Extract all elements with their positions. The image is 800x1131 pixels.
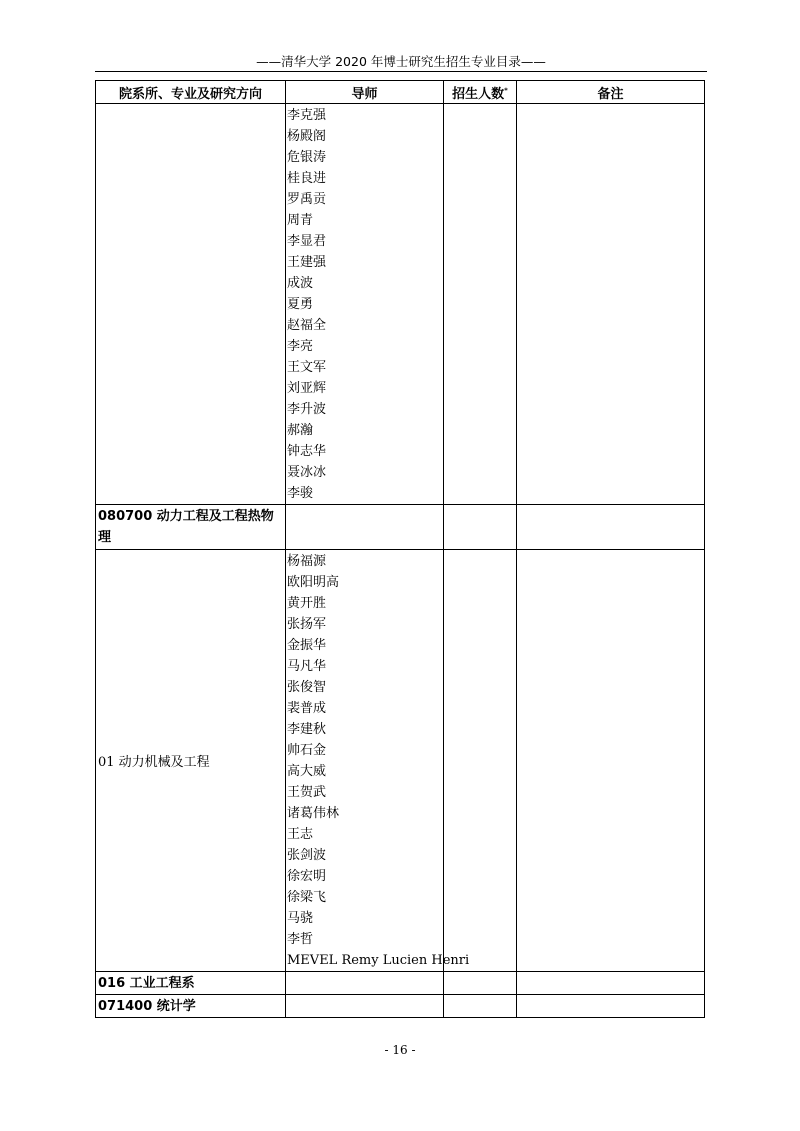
major-cell [96, 995, 286, 1018]
advisor-name: 张俊智 [287, 680, 327, 695]
advisor-name: 李升波 [287, 402, 327, 417]
direction-name: 01 动力机械及工程 [98, 755, 210, 770]
enroll-cell [444, 972, 517, 995]
enroll-cell [444, 550, 517, 972]
advisor-name: MEVEL Remy Lucien Henri [287, 953, 470, 968]
catalog-table [95, 80, 705, 1018]
advisor-name: 欧阳明高 [287, 575, 340, 590]
advisor-name: 李哲 [287, 932, 314, 947]
remarks-cell [517, 972, 705, 995]
advisor-name: 王建强 [287, 255, 327, 270]
advisor-name: 赵福全 [287, 318, 327, 333]
advisor-name: 高大威 [287, 764, 327, 779]
remarks-cell [517, 104, 705, 505]
col-header-advisor: 导师 [286, 81, 444, 104]
advisor-name: 聂冰冰 [287, 465, 327, 480]
advisor-name: 杨福源 [287, 554, 327, 569]
advisor-name: 李建秋 [287, 722, 327, 737]
advisor-cell [286, 505, 444, 550]
table-row-major-071400 [96, 995, 705, 1018]
advisor-name: 帅石金 [287, 743, 327, 758]
header-rule [95, 71, 707, 72]
advisor-name: 危银涛 [287, 150, 327, 165]
advisor-cell [286, 972, 444, 995]
advisor-name: 杨殿阁 [287, 129, 327, 144]
advisor-name: 裴普成 [287, 701, 327, 716]
advisor-name: 王贺武 [287, 785, 327, 800]
advisor-name: 李克强 [287, 108, 327, 123]
advisor-name: 徐宏明 [287, 869, 327, 884]
direction-cell [96, 550, 286, 972]
advisor-cell [286, 995, 444, 1018]
advisor-list [286, 550, 470, 971]
enroll-note-mark: * [504, 86, 508, 95]
table-row-major-080700 [96, 505, 705, 550]
col-header-dept: 院系所、专业及研究方向 [96, 81, 286, 104]
advisor-name: 王志 [287, 827, 314, 842]
advisor-name: 马骁 [287, 911, 314, 926]
table-header-row [96, 81, 705, 104]
dept-name: 016 工业工程系 [98, 976, 195, 991]
remarks-cell [517, 505, 705, 550]
advisor-name: 郝瀚 [287, 423, 314, 438]
table-row-dept-016 [96, 972, 705, 995]
col-header-enroll: 招生人数* [444, 81, 517, 104]
enroll-cell [444, 995, 517, 1018]
advisor-name: 桂良进 [287, 171, 327, 186]
page-number: - 16 - [384, 1043, 416, 1057]
advisor-cell [286, 550, 470, 972]
advisor-list [286, 104, 443, 504]
enroll-cell [444, 505, 517, 550]
table-row-direction-01 [96, 550, 705, 972]
advisor-name: 马凡华 [287, 659, 327, 674]
advisor-name: 王文军 [287, 360, 327, 375]
col-header-remarks: 备注 [517, 81, 705, 104]
remarks-cell [517, 995, 705, 1018]
page-header-title: ——清华大学 2020 年博士研究生招生专业目录—— [256, 54, 546, 69]
advisor-name: 罗禹贡 [287, 192, 327, 207]
advisor-name: 刘亚辉 [287, 381, 327, 396]
advisor-name: 夏勇 [287, 297, 314, 312]
advisor-name: 诸葛伟林 [287, 806, 340, 821]
advisor-name: 李骏 [287, 486, 314, 501]
table-row-group1 [96, 104, 705, 505]
advisor-name: 钟志华 [287, 444, 327, 459]
advisor-cell [286, 104, 444, 505]
dept-cell [96, 972, 286, 995]
advisor-name: 黄开胜 [287, 596, 327, 611]
advisor-name: 李显君 [287, 234, 327, 249]
remarks-cell [517, 550, 705, 972]
dept-cell-empty [96, 104, 286, 505]
advisor-name: 金振华 [287, 638, 327, 653]
major-cell [96, 505, 286, 550]
major-name: 080700 动力工程及工程热物理 [98, 509, 274, 545]
advisor-name: 张扬军 [287, 617, 327, 632]
advisor-name: 张剑波 [287, 848, 327, 863]
advisor-name: 徐梁飞 [287, 890, 327, 905]
advisor-name: 成波 [287, 276, 314, 291]
enroll-cell [444, 104, 517, 505]
major-name: 071400 统计学 [98, 999, 196, 1014]
advisor-name: 李亮 [287, 339, 314, 354]
advisor-name: 周青 [287, 213, 314, 228]
